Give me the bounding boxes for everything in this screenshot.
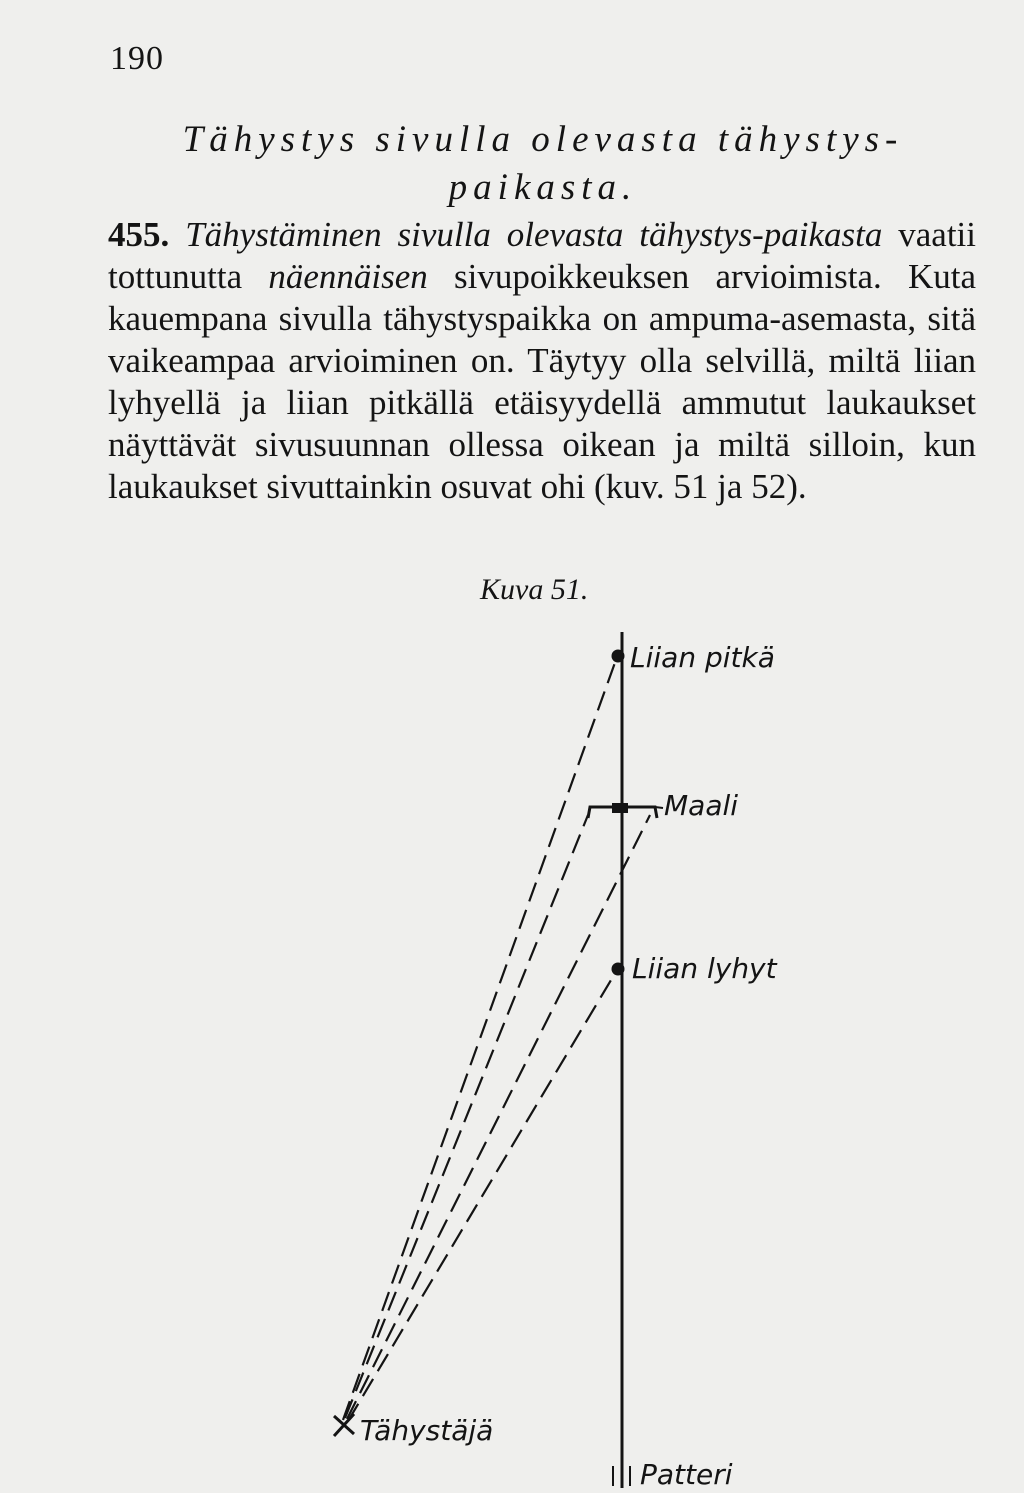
sight-line-too-short [348, 970, 617, 1421]
paragraph-text-2: sivupoikkeuksen arvioimista. Kuta kauempana sivulla tähystyspaikka on ampuma-asemasta, sitä vaikeampaa arvioiminen on. Täytyy olla selvillä, miltä liian lyhyellä ja liian pitkällä etäisyydellä ammutut laukaukset näyttävät sivusuunnan ollessa oikean ja miltä silloin, kun laukaukset sivuttainkin osuvat ohi (kuv. 51 ja 52). [108, 257, 977, 506]
sight-line-target-right [347, 815, 650, 1419]
label-too-long: Liian pitkä [630, 641, 775, 674]
label-target: Maali [664, 789, 739, 822]
figure-caption: Kuva 51. [480, 573, 589, 606]
label-too-short: Liian lyhyt [632, 952, 777, 985]
paragraph-italic-lead: Tähystäminen sivulla olevasta tähystys-paikasta [185, 215, 883, 254]
page-number: 190 [110, 40, 164, 77]
target-leader [655, 807, 663, 808]
impact-too-long [612, 650, 625, 663]
paragraph-text-1: vaatii tottunutta [108, 215, 976, 296]
impact-too-short [612, 963, 625, 976]
label-battery: Patteri [640, 1458, 733, 1491]
sight-line-target-left [345, 815, 588, 1418]
target-marker [612, 803, 628, 813]
label-observer: Tähystäjä [360, 1414, 494, 1447]
paragraph-number: 455. [108, 215, 170, 254]
section-heading: Tähystys sivulla olevasta tähystys-paikasta. [182, 119, 904, 208]
paragraph-italic-word: näennäisen [268, 257, 428, 296]
